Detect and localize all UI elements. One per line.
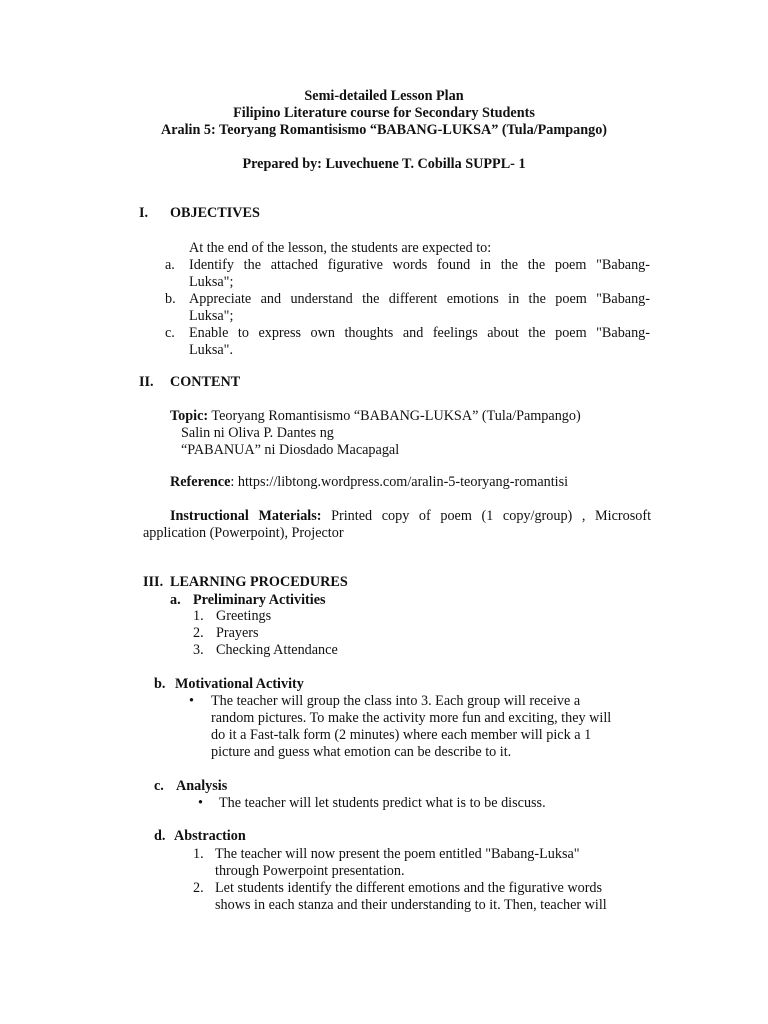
document-title: Semi-detailed Lesson Plan xyxy=(304,88,464,104)
objectives-heading: OBJECTIVES xyxy=(170,205,260,221)
motivational-line: random pictures. To make the activity more fun and exciting, they will xyxy=(211,710,612,726)
analysis-marker: c. xyxy=(154,778,164,794)
preliminary-marker: a. xyxy=(170,592,181,608)
preliminary-item-marker: 2. xyxy=(193,625,204,641)
content-heading: CONTENT xyxy=(170,374,241,390)
materials-label: Instructional Materials: xyxy=(170,508,322,524)
abstraction-item-line: Let students identify the different emotions and the figurative words xyxy=(215,880,603,896)
preliminary-heading: Preliminary Activities xyxy=(193,592,326,608)
topic-translation: Salin ni Oliva P. Dantes ng xyxy=(181,425,334,441)
motivational-line: do it a Fast-talk form (2 minutes) where each member will pick a 1 xyxy=(211,727,592,743)
objective-item-line: Luksa"; xyxy=(189,308,234,324)
objective-item-line: Luksa". xyxy=(189,342,234,358)
motivational-line: picture and guess what emotion can be describe to it. xyxy=(211,744,512,760)
topic-line xyxy=(170,408,581,425)
analysis-heading: Analysis xyxy=(176,778,228,794)
objective-marker: b. xyxy=(165,291,176,307)
materials-value: Printed copy of poem (1 copy/group) , Microsoft xyxy=(331,508,652,524)
motivational-line: The teacher will group the class into 3. Each group will receive a xyxy=(211,693,581,709)
abstraction-item-marker: 1. xyxy=(193,846,204,862)
abstraction-heading: Abstraction xyxy=(174,828,246,844)
materials-line xyxy=(170,508,651,525)
procedures-number: III. xyxy=(143,574,164,590)
analysis-text: The teacher will let students predict what is to be discuss. xyxy=(219,795,546,811)
objective-item-line: Identify the attached figurative words found in the the poem "Babang- xyxy=(189,257,650,273)
lesson-title: Aralin 5: Teoryang Romantisismo “BABANG-LUKSA” (Tula/Pampango) xyxy=(160,122,608,138)
prepared-by: Prepared by: Luvechuene T. Cobilla SUPPL- 1 xyxy=(242,156,526,172)
abstraction-item-line: shows in each stanza and their understanding to it. Then, teacher will xyxy=(215,897,607,913)
procedures-heading: LEARNING PROCEDURES xyxy=(170,574,348,590)
reference-value: : https://libtong.wordpress.com/aralin-5-teoryang-romantisi xyxy=(230,474,569,490)
topic-original: “PABANUA” ni Diosdado Macapagal xyxy=(181,442,400,458)
course-title: Filipino Literature course for Secondary Students xyxy=(233,105,535,121)
preliminary-item-marker: 1. xyxy=(193,608,204,624)
objective-item-line: Enable to express own thoughts and feelings about the poem "Babang- xyxy=(189,325,650,341)
objectives-number: I. xyxy=(139,205,149,221)
motivational-marker: b. xyxy=(154,676,166,692)
abstraction-marker: d. xyxy=(154,828,166,844)
preliminary-item-marker: 3. xyxy=(193,642,204,658)
materials-line2: application (Powerpoint), Projector xyxy=(143,525,344,541)
reference-label: Reference xyxy=(170,474,231,490)
content-number: II. xyxy=(139,374,154,390)
objectives-intro: At the end of the lesson, the students are expected to: xyxy=(189,240,492,256)
objective-item-line: Luksa"; xyxy=(189,274,234,290)
objective-marker: a. xyxy=(165,257,175,273)
abstraction-item-marker: 2. xyxy=(193,880,204,896)
motivational-heading: Motivational Activity xyxy=(175,676,304,692)
topic-label: Topic: xyxy=(170,408,209,424)
preliminary-item: Checking Attendance xyxy=(216,642,338,658)
objective-marker: c. xyxy=(165,325,175,341)
preliminary-item: Prayers xyxy=(216,625,259,641)
motivational-bullet: • xyxy=(189,693,194,709)
abstraction-item-line: The teacher will now present the poem entitled "Babang-Luksa" xyxy=(215,846,580,862)
preliminary-item: Greetings xyxy=(216,608,272,624)
objective-item-line: Appreciate and understand the different emotions in the poem "Babang- xyxy=(189,291,650,307)
abstraction-item-line: through Powerpoint presentation. xyxy=(215,863,405,879)
analysis-bullet: • xyxy=(198,795,203,811)
topic-value: Teoryang Romantisismo “BABANG-LUKSA” (Tula/Pampango) xyxy=(211,408,581,424)
reference-line xyxy=(170,474,568,491)
